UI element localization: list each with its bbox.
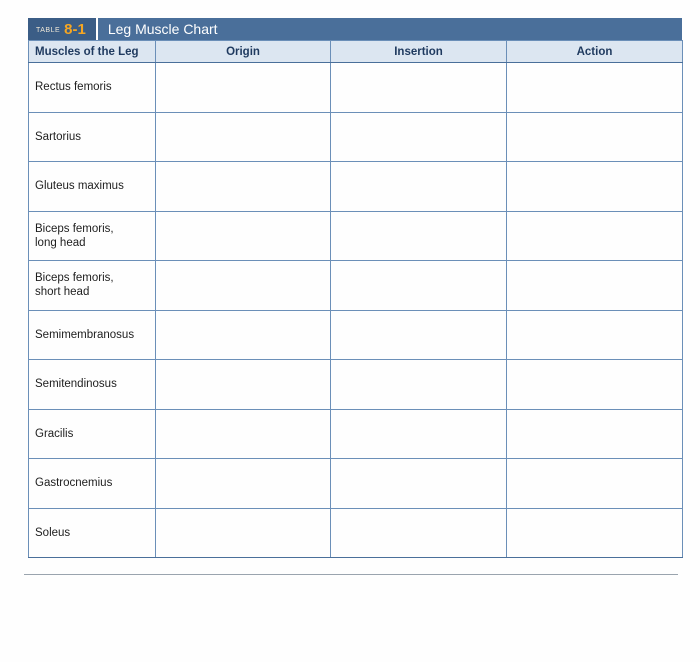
leg-muscle-table (28, 18, 682, 558)
insertion-cell[interactable] (331, 162, 507, 212)
footer-divider (24, 574, 678, 575)
muscle-name-text: Semitendinosus (35, 378, 117, 391)
origin-cell[interactable] (156, 112, 331, 162)
table-row (29, 409, 683, 459)
action-cell[interactable] (507, 112, 683, 162)
muscle-name-cell (29, 310, 156, 360)
muscle-name-text: Biceps femoris, (35, 272, 114, 285)
origin-cell[interactable] (156, 63, 331, 113)
origin-cell[interactable] (156, 261, 331, 311)
table-row (29, 310, 683, 360)
muscle-name-text: Soleus (35, 526, 71, 539)
muscle-name-text: Semimembranosus (35, 328, 135, 341)
muscle-name-text: Gracilis (35, 427, 74, 440)
table-title-bar (28, 18, 682, 40)
origin-cell[interactable] (156, 310, 331, 360)
muscle-name-text: short head (35, 286, 90, 299)
action-cell[interactable] (507, 261, 683, 311)
action-cell[interactable] (507, 508, 683, 558)
muscle-name-cell (29, 508, 156, 558)
table-number: 8-1 (64, 20, 86, 38)
column-header-insertion: Insertion (331, 41, 507, 63)
table-body (29, 63, 683, 558)
action-cell[interactable] (507, 162, 683, 212)
column-header-muscles: Muscles of the Leg (29, 41, 156, 63)
table-title: Leg Muscle Chart (107, 21, 218, 37)
insertion-cell[interactable] (331, 409, 507, 459)
origin-cell[interactable] (156, 162, 331, 212)
insertion-cell[interactable] (331, 63, 507, 113)
table-row (29, 211, 683, 261)
table-row (29, 459, 683, 509)
muscle-name-text: Gluteus maximus (35, 180, 124, 193)
muscle-name-cell (29, 459, 156, 509)
muscle-name-text: Gastrocnemius (35, 477, 113, 490)
insertion-cell[interactable] (331, 261, 507, 311)
muscle-name-cell (29, 63, 156, 113)
insertion-cell[interactable] (331, 508, 507, 558)
origin-cell[interactable] (156, 409, 331, 459)
insertion-cell[interactable] (331, 360, 507, 410)
table-tag-word: TABLE (36, 27, 61, 34)
column-header-origin: Origin (156, 41, 331, 63)
table-row (29, 360, 683, 410)
table-row (29, 261, 683, 311)
muscle-name-text: Biceps femoris, (35, 222, 114, 235)
muscle-name-cell (29, 162, 156, 212)
muscle-chart-grid (28, 40, 683, 558)
muscle-name-cell (29, 261, 156, 311)
action-cell[interactable] (507, 459, 683, 509)
insertion-cell[interactable] (331, 112, 507, 162)
action-cell[interactable] (507, 63, 683, 113)
muscle-name-text: Sartorius (35, 130, 82, 143)
action-cell[interactable] (507, 360, 683, 410)
header-row (29, 41, 683, 63)
table-row (29, 508, 683, 558)
muscle-name-cell (29, 409, 156, 459)
action-cell[interactable] (507, 409, 683, 459)
column-header-action: Action (507, 41, 683, 63)
origin-cell[interactable] (156, 211, 331, 261)
origin-cell[interactable] (156, 508, 331, 558)
insertion-cell[interactable] (331, 459, 507, 509)
insertion-cell[interactable] (331, 211, 507, 261)
muscle-name-text: Rectus femoris (35, 81, 112, 94)
table-tag (28, 18, 98, 40)
muscle-name-cell (29, 112, 156, 162)
muscle-name-cell (29, 360, 156, 410)
muscle-name-text: long head (35, 236, 86, 249)
action-cell[interactable] (507, 211, 683, 261)
insertion-cell[interactable] (331, 310, 507, 360)
muscle-name-cell (29, 211, 156, 261)
origin-cell[interactable] (156, 360, 331, 410)
table-row (29, 112, 683, 162)
action-cell[interactable] (507, 310, 683, 360)
table-row (29, 63, 683, 113)
origin-cell[interactable] (156, 459, 331, 509)
table-row (29, 162, 683, 212)
